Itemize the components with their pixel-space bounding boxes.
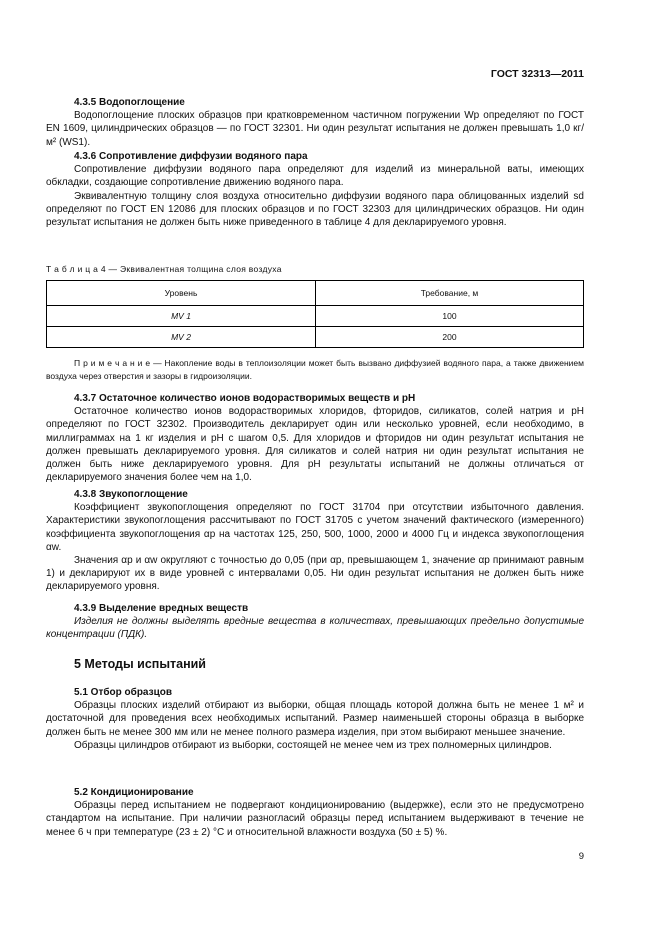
table-header-requirement: Требование, м <box>316 281 584 306</box>
paragraph: Образцы перед испытанием не подвергают кондиционированию (выдержке), если это не предусмотрено стандартом на испытание. При наличии разногласий образцы перед испытанием выдерживают в течение не менее 6 ч при температуре (23 ± 2) °С и относительной влажности воздуха (50 ± 5) %. <box>46 800 584 838</box>
paragraph: Изделия не должны выделять вредные вещества в количествах, превышающих предельно допустимые концентрации (ПДК). <box>46 616 584 641</box>
table-cell: 100 <box>316 306 584 327</box>
section-heading: 4.3.7 Остаточное количество ионов водорастворимых веществ и pH <box>74 393 416 404</box>
table-cell: MV 2 <box>47 327 316 348</box>
note: П р и м е ч а н и е — Накопление воды в теплоизоляции может быть вызвано диффузией водяного пара, а также движением воздуха через отверстия и зазоры в гидроизоляции. <box>46 358 584 381</box>
paragraph: Значения αp и αw округляют с точностью до 0,05 (при αp, превышающем 1, значение αp принимают равным 1) и декларируют их в виде уровней с интервалами 0,05. Ни один результат испытания не должен быть ниже декларируемого уровня. <box>46 555 584 593</box>
paragraph: Остаточное количество ионов водорастворимых хлоридов, фторидов, силикатов, солей натрия и pH определяют по ГОСТ 32302. Производитель декларирует один или несколько уровней, если необходимо, в миллиграммах на 1 кг изделия и pH с шагом 0,5. Для хлоридов и фторидов ни один результат испытания не должен превышать декларируемого уровня. Для силикатов и солей натрия ни один результат испытания не должен быть ниже декларируемого уровня. Для pH результаты испытаний не должны отличаться от декларируемого значения более чем на 1,0. <box>46 406 584 484</box>
note-block <box>46 357 584 382</box>
page-number: 9 <box>578 851 584 862</box>
section-heading: 5.1 Отбор образцов <box>74 687 172 698</box>
section-5 <box>46 657 584 671</box>
section-heading: 4.3.8 Звукопоглощение <box>74 489 188 500</box>
table-4-block <box>46 264 584 348</box>
section-4-3-6 <box>46 150 584 229</box>
table-4 <box>46 280 584 348</box>
paragraph: Сопротивление диффузии водяного пара определяют для изделий из минеральной ваты, имеющих обкладки, создающие сопротивление движению водяного пара. <box>46 164 584 189</box>
table-cell: 200 <box>316 327 584 348</box>
section-heading: 4.3.6 Сопротивление диффузии водяного пара <box>74 151 308 162</box>
paragraph: Водопоглощение плоских образцов при кратковременном частичном погружении Wp определяют по ГОСТ EN 1609, цилиндрических образцов — по ГОСТ 32301. Ни один результат испытания не должен превышать 1,0 кг/м² (WS1). <box>46 110 584 148</box>
table-caption: Т а б л и ц а 4 — Эквивалентная толщина слоя воздуха <box>46 264 282 274</box>
table-row <box>47 327 584 348</box>
section-5-2 <box>46 786 584 839</box>
section-heading: 4.3.9 Выделение вредных веществ <box>74 603 249 614</box>
section-4-3-9 <box>46 602 584 642</box>
table-row <box>47 306 584 327</box>
paragraph: Образцы цилиндров отбирают из выборки, состоящей не менее чем из трех полномерных цилиндров. <box>74 739 552 751</box>
section-heading: 4.3.5 Водопоглощение <box>74 97 185 108</box>
running-header: ГОСТ 32313—2011 <box>490 68 584 80</box>
section-4-3-5 <box>46 96 584 149</box>
section-5-1 <box>46 686 584 752</box>
paragraph: Коэффициент звукопоглощения определяют по ГОСТ 31704 при отсутствии избыточного давления. Характеристики звукопоглощения рассчитывают по ГОСТ 31705 с учетом значений фактического (измеренного) коэффициента звукопоглощения αp на частотах 125, 250, 500, 1000, 2000 и 4000 Гц и индекса звукопоглощения αw. <box>46 502 584 553</box>
table-header-level: Уровень <box>47 281 316 306</box>
section-title: 5 Методы испытаний <box>74 657 206 671</box>
table-cell: MV 1 <box>47 306 316 327</box>
section-heading: 5.2 Кондиционирование <box>74 787 194 798</box>
paragraph: Эквивалентную толщину слоя воздуха относительно диффузии водяного пара облицованных изделий sd определяют по ГОСТ EN 12086 для плоских образцов и по ГОСТ 32303 для цилиндрических образцов. Ни один результат испытания не должен быть ниже приведенного в таблице 4 для декларируемого уровня. <box>46 190 584 229</box>
paragraph: Образцы плоских изделий отбирают из выборки, общая площадь которой должна быть не менее 1 м² и достаточной для проведения всех необходимых испытаний. Размер наименьшей стороны образца в выборке должен быть не менее 300 мм или не менее полного размера изделия, при этом выбирают меньшее значение. <box>46 700 584 738</box>
section-4-3-7 <box>46 392 584 484</box>
section-4-3-8 <box>46 488 584 594</box>
